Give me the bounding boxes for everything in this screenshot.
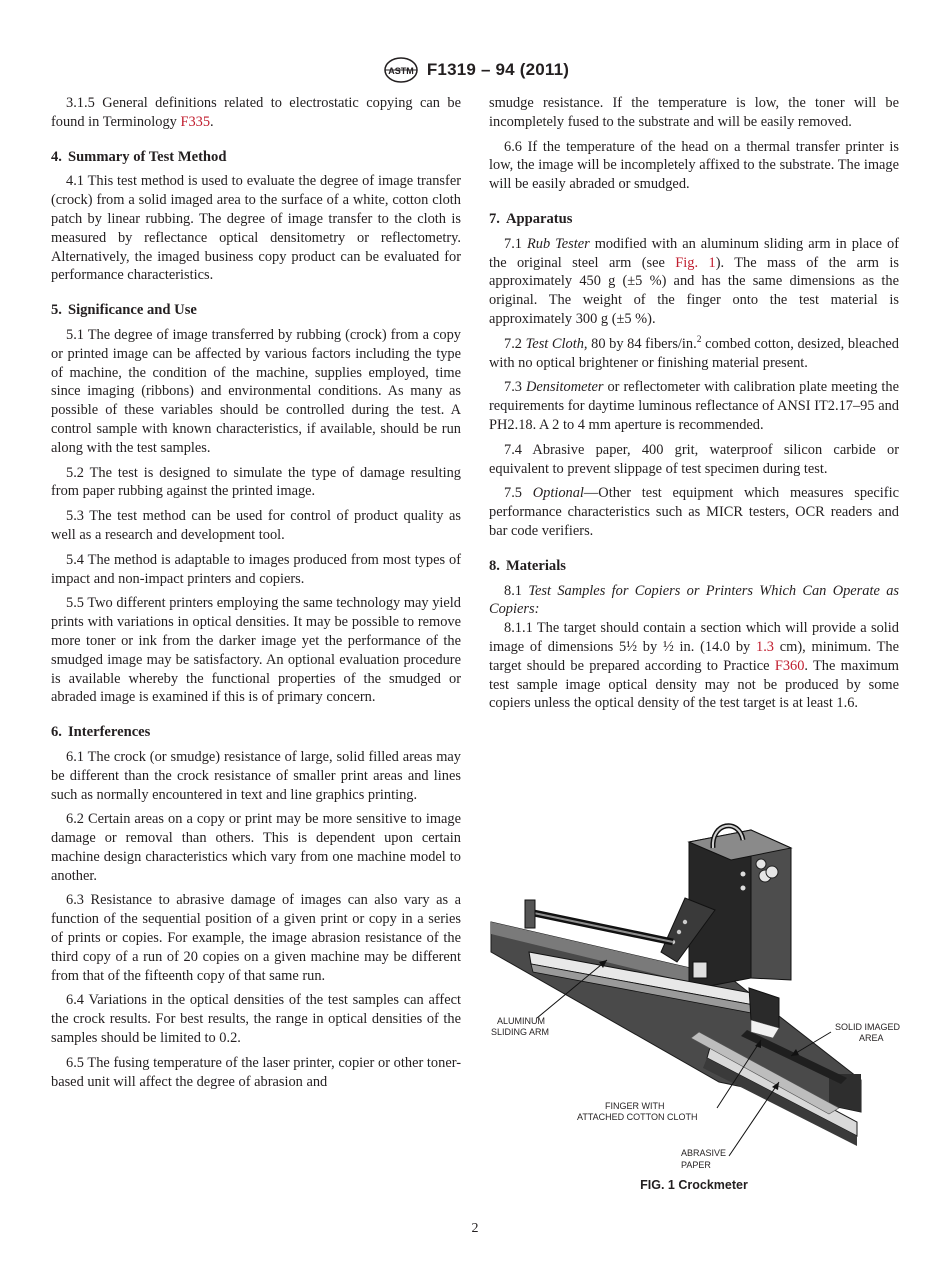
section-5-heading: 5. Significance and Use: [51, 302, 197, 319]
paragraph-6-4: 6.4 Variations in the optical densities of the test samples can affect the crock results. For best results, the range in optical densities of the samples should be limited to 0.2.: [51, 992, 461, 1047]
paragraph-6-5-end: smudge resistance. If the temperature is low, the toner will be incompletely fused to the substrate and will be easily removed.: [489, 95, 899, 130]
link-f335[interactable]: F335: [180, 113, 211, 130]
link-f360[interactable]: F360: [774, 657, 805, 674]
paragraph-8-1-1: 8.1.1 The target should contain a section which will provide a solid image of dimensions 5½ by ½ in. (14.0 by 1.3 cm), minimum. The target should be prepared according to Practice F360. The maximum test sample image optical density may not be produced by some copiers unless the optical density of the test target is at least 1.6.: [489, 620, 899, 712]
label-finger-2: ATTACHED COTTON CLOTH: [577, 1112, 698, 1122]
astm-logo-text: ASTM: [388, 66, 414, 76]
crockmeter-illustration: [489, 812, 901, 1158]
paragraph-6-6: 6.6 If the temperature of the head on a thermal transfer printer is low, the image will be incompletely affixed to the substrate. The image will be easily abraded or smudged.: [489, 138, 899, 193]
document-id: F1319 – 94 (2011): [426, 60, 570, 79]
section-6-heading: 6. Interferences: [51, 724, 151, 741]
astm-logo-icon: [381, 56, 421, 84]
page-header: [0, 56, 950, 84]
paragraph-8-1: 8.1 Test Samples for Copiers or Printers Which Can Operate as Copiers:: [489, 582, 899, 618]
paragraph-7-2: 7.2 Test Cloth, 80 by 84 fibers/in.$^2$ combed cotton, desized, bleached with no optical brightener or finishing material present.: [489, 334, 899, 371]
link-fig-1[interactable]: Fig. 1: [675, 254, 716, 271]
page-number: 2: [471, 1221, 479, 1236]
paragraph-7-4: 7.4 Abrasive paper, 400 grit, waterproof silicon carbide or equivalent to prevent slippage of test specimen during test.: [489, 441, 899, 477]
paragraph-7-1: 7.1 Rub Tester modified with an aluminum sliding arm in place of the original steel arm (see Fig. 1). The mass of the arm is approximately 450 g (±5 %) and has the same dimensions as the original. The weight of the finger onto the test material is approximately 300 g (±5 %).: [489, 235, 899, 327]
link-1-3[interactable]: 1.3: [756, 638, 775, 655]
paragraph-6-5-start: 6.5 The fusing temperature of the laser printer, copier or other toner-based unit will affect the degree of abrasion and: [51, 1054, 461, 1090]
label-abrasive-2: PAPER: [681, 1160, 711, 1170]
paragraph-7-5: 7.5 Optional—Other test equipment which measures specific performance characteristics such as MICR testers, OCR readers and bar code verifiers.: [489, 485, 899, 539]
section-4-heading: 4. Summary of Test Method: [51, 148, 227, 165]
paragraph-7-3: 7.3 Densitometer or reflectometer with calibration plate meeting the requirements for daytime luminous reflectance of ANSI IT2.17–95 and PH2.18. A 2 to 4 mm aperture is recommended.: [489, 379, 899, 433]
paragraph-6-3: 6.3 Resistance to abrasive damage of images can also vary as a function of the sequential position of a given print or copy in a series of prints or copies. For example, the image abrasion resistance of the third copy of a run of 20 copies on a given machine may be different from that of the fifteenth copy of that same run.: [51, 892, 461, 984]
label-abrasive-1: ABRASIVE: [681, 1148, 727, 1158]
figure-caption: FIG. 1 Crockmeter: [640, 1178, 748, 1192]
label-solid-2: AREA: [859, 1033, 884, 1043]
paragraph-5-1: 5.1 The degree of image transferred by rubbing (crock) from a copy or printed image can be affected by various factors including the type of machine, the condition of the machine, supplies employed, time since imaging (ribbons) and environmental conditions. As many as possible of these variables should be controlled during the test. A control sample with known characteristics, if available, should be run along with the test samples.: [51, 326, 461, 456]
paragraph-5-5: 5.5 Two different printers employing the same technology may yield prints with variations in optical densities. It may be possible to remove more toner or ink from the darker image yet the performance of the smudged image may be satisfactory. An optional evaluation procedure is available whereby the functional properties of the smudged or abraded image is examined if this is of primary concern.: [51, 595, 461, 706]
left-column: [51, 94, 461, 1097]
paragraph-5-4: 5.4 The method is adaptable to images produced from most types of impact and non-impact printers and copiers.: [51, 551, 461, 587]
label-aluminum-1: ALUMINUM: [497, 1016, 546, 1026]
label-finger-1: FINGER WITH: [605, 1101, 665, 1111]
figure-1-crockmeter: [489, 812, 901, 1158]
paragraph-5-2: 5.2 The test is designed to simulate the type of damage resulting from paper rubbing against the printed image.: [51, 464, 461, 500]
label-aluminum-2: SLIDING ARM: [491, 1027, 550, 1037]
label-solid-1: SOLID IMAGED: [835, 1022, 901, 1032]
paragraph-4-1: 4.1 This test method is used to evaluate the degree of image transfer (crock) from a solid imaged area to the surface of a white, cotton cloth patch by linear rubbing. The degree of image transfer to the cloth is measured by reflectance optical densitometry or reflectometry. Alternatively, the imaged business copy product can be evaluated for performance characteristics.: [51, 173, 461, 284]
section-7-heading: 7. Apparatus: [489, 210, 573, 227]
paragraph-5-3: 5.3 The test method can be used for control of product quality as well as a research and development tool.: [51, 508, 461, 543]
paragraph-3-1-5: 3.1.5 General definitions related to electrostatic copying can be found in Terminology F335.: [51, 95, 461, 130]
paragraph-6-1: 6.1 The crock (or smudge) resistance of large, solid filled areas may be different than the crock resistance of smaller print areas and lines such as normally encountered in text and line graphics printing.: [51, 748, 461, 803]
right-column: [489, 94, 899, 719]
section-8-heading: 8. Materials: [489, 557, 566, 574]
paragraph-6-2: 6.2 Certain areas on a copy or print may be more sensitive to image damage or removal than others. This is dependent upon certain machine design characteristics which vary from one machine model to another.: [51, 811, 461, 884]
